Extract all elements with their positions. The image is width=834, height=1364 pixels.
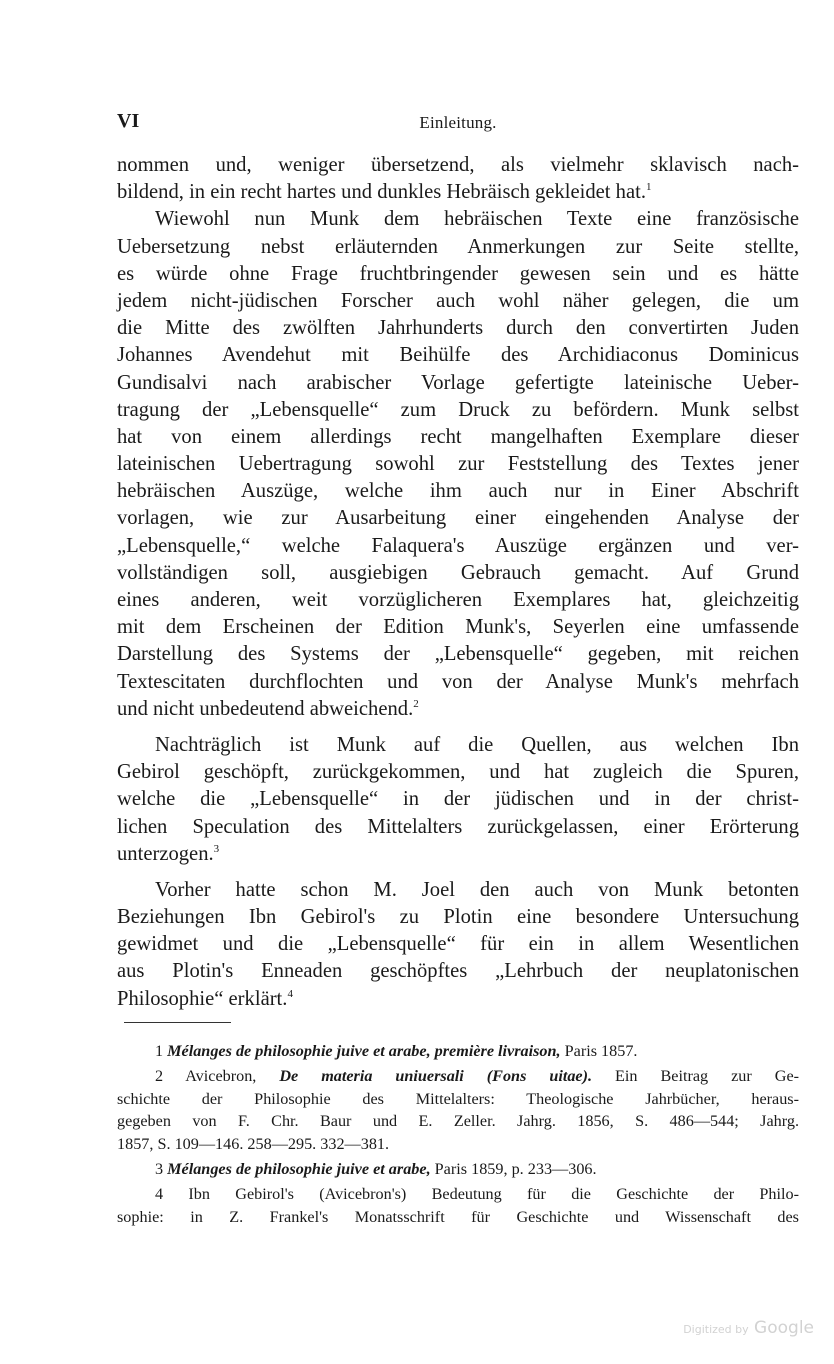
text-line <box>117 315 799 342</box>
line-text: Darstellung des Systems der „Lebensquelle“ gegeben, mit reichen <box>117 643 799 666</box>
paragraph <box>117 152 799 206</box>
text-line <box>117 478 799 505</box>
text-line <box>117 732 799 759</box>
line-text: welche die „Lebensquelle“ in der jüdischen und in der christ- <box>117 788 799 811</box>
footnotes <box>117 1040 799 1228</box>
line-text: aus Plotin's Enneaden geschöpftes „Lehrbuch der neuplatonischen <box>117 960 799 983</box>
footnote-title: Mélanges de philosophie juive et arabe, <box>167 1159 431 1178</box>
footnote-4-line: sophie: in Z. Frankel's Monatsschrift für Geschichte und Wissenschaft des <box>117 1207 799 1226</box>
text-line <box>117 587 799 614</box>
text-line <box>117 451 799 478</box>
paragraph <box>117 206 799 723</box>
line-text: mit dem Erscheinen der Edition Munk's, Seyerlen eine umfassende <box>117 616 799 639</box>
text-line <box>117 505 799 532</box>
text-line <box>117 986 799 1013</box>
text-line <box>117 669 799 696</box>
text-line <box>117 958 799 985</box>
footnote-separator <box>124 1022 231 1023</box>
text-line <box>117 288 799 315</box>
text-line <box>117 696 799 723</box>
line-text: eines anderen, weit vorzüglicheren Exemplares hat, gleichzeitig <box>117 589 799 611</box>
footnote-number: 2 <box>155 1067 164 1086</box>
footnote-2-line: gegeben von F. Chr. Baur und E. Zeller. Jahrg. 1856, S. 486—544; Jahrg. <box>117 1112 799 1131</box>
line-text: Philosophie“ erklärt. <box>117 987 288 1010</box>
line-text: vorlagen, wie zur Ausarbeitung einer eingehenden Analyse der <box>117 507 799 530</box>
text-line <box>117 814 799 841</box>
line-text: vollständigen soll, ausgiebigen Gebrauch gemacht. Auf Grund <box>117 561 799 584</box>
line-text: Uebersetzung nebst erläuternden Anmerkungen zur Seite stellte, <box>117 235 799 258</box>
line-text: Gebirol geschöpft, zurückgekommen, und hat zugleich die Spuren, <box>117 761 799 784</box>
footnote-2-line: 1857, S. 109—146. 258—295. 332—381. <box>117 1134 390 1153</box>
line-text: Nachträglich ist Munk auf die Quellen, aus welchen Ibn <box>155 733 799 756</box>
text-line <box>117 877 799 904</box>
page-header <box>117 110 799 140</box>
line-text: Beziehungen Ibn Gebirol's zu Plotin eine besondere Untersuchung <box>117 906 799 929</box>
footnote-text: Ibn Gebirol's (Avicebron's) Bedeutung für die Geschichte der Philo- <box>188 1185 799 1204</box>
body-text <box>117 152 799 1013</box>
footnote-number: 1 <box>155 1042 164 1060</box>
text-line <box>117 424 799 451</box>
text-line <box>117 759 799 786</box>
text-line <box>117 641 799 668</box>
line-text: es würde ohne Frage fruchtbringender gewesen sein und es hätte <box>117 262 799 285</box>
line-text: die Mitte des zwölften Jahrhunderts durch den convertirten Juden <box>117 317 799 340</box>
line-text: jedem nicht-jüdischen Forscher auch wohl näher gelegen, die um <box>117 289 799 312</box>
footnote-number: 3 <box>155 1159 164 1178</box>
watermark-prefix: Digitized by <box>683 1323 749 1336</box>
line-text: Vorher hatte schon M. Joel den auch von Munk betonten <box>155 878 799 901</box>
text-line <box>117 560 799 587</box>
text-line <box>117 397 799 424</box>
line-text: Gundisalvi nach arabischer Vorlage gefertigte lateinische Ueber- <box>117 371 799 394</box>
line-text: unterzogen. <box>117 842 214 865</box>
text-line <box>117 179 799 206</box>
line-text: und nicht unbedeutend abweichend. <box>117 697 414 720</box>
footnote-number: 4 <box>155 1185 164 1204</box>
footnote-text: Paris 1859, p. 233—306. <box>430 1159 597 1178</box>
line-text: bildend, in ein recht hartes und dunkles Hebräisch gekleidet hat. <box>117 181 646 204</box>
paragraph <box>117 877 799 1013</box>
paragraph-gap <box>117 868 799 877</box>
footnote-reference[interactable]: 3 <box>213 842 220 855</box>
line-text: lateinischen Uebertragung sowohl zur Feststellung des Textes jener <box>117 453 799 476</box>
footnote-text: Ein Beitrag zur Ge- <box>592 1067 800 1086</box>
text-line <box>117 234 799 261</box>
watermark-brand: Google <box>754 1318 814 1338</box>
text-line <box>117 931 799 958</box>
text-line <box>117 206 799 233</box>
text-line <box>117 152 799 179</box>
paragraph <box>117 732 799 868</box>
footnote-2 <box>117 1065 799 1087</box>
text-line <box>117 261 799 288</box>
text-line <box>117 342 799 369</box>
line-text: gewidmet und die „Lebensquelle“ für ein in allem Wesentlichen <box>117 933 799 956</box>
line-text: Textescitaten durchflochten und von der Analyse Munk's mehrfach <box>117 670 799 693</box>
line-text: tragung der „Lebensquelle“ zum Druck zu befördern. Munk selbst <box>117 398 799 421</box>
line-text: Wiewohl nun Munk dem hebräischen Texte eine französische <box>155 208 799 231</box>
footnote-reference[interactable]: 2 <box>413 697 419 710</box>
line-text: hebräischen Auszüge, welche ihm auch nur in Einer Abschrift <box>117 480 799 503</box>
footnote-title: Mélanges de philosophie juive et arabe, première livraison, <box>167 1042 561 1060</box>
text-line <box>117 370 799 397</box>
running-head: Einleitung. <box>419 113 497 132</box>
footnote-title: De materia uniuersali (Fons uitae). <box>279 1067 593 1086</box>
footnote-reference[interactable]: 4 <box>287 987 293 1000</box>
line-text: nommen und, weniger übersetzend, als vielmehr sklavisch nach- <box>117 154 799 176</box>
text-line <box>117 904 799 931</box>
footnote-4 <box>117 1183 799 1205</box>
text-line <box>117 841 799 868</box>
line-text: „Lebensquelle,“ welche Falaquera's Auszüge ergänzen und ver- <box>117 534 799 557</box>
footnote-1 <box>117 1040 799 1062</box>
text-line <box>117 614 799 641</box>
footnote-reference[interactable]: 1 <box>645 181 652 194</box>
footnote-3 <box>117 1158 799 1180</box>
google-watermark <box>683 1318 814 1338</box>
footnote-author: Avicebron, <box>185 1067 280 1086</box>
line-text: hat von einem allerdings recht mangelhaften Exemplare dieser <box>117 425 799 448</box>
footnote-2-line: schichte der Philosophie des Mittelalters: Theologische Jahrbücher, heraus- <box>117 1089 799 1108</box>
text-line <box>117 533 799 560</box>
line-text: Johannes Avendehut mit Beihülfe des Archidiaconus Dominicus <box>117 344 799 367</box>
line-text: lichen Speculation des Mittelalters zurückgelassen, einer Erörterung <box>117 815 799 838</box>
text-line <box>117 786 799 813</box>
footnote-text: Paris 1857. <box>560 1042 638 1060</box>
paragraph-gap <box>117 723 799 732</box>
page-number: VI <box>117 110 140 132</box>
